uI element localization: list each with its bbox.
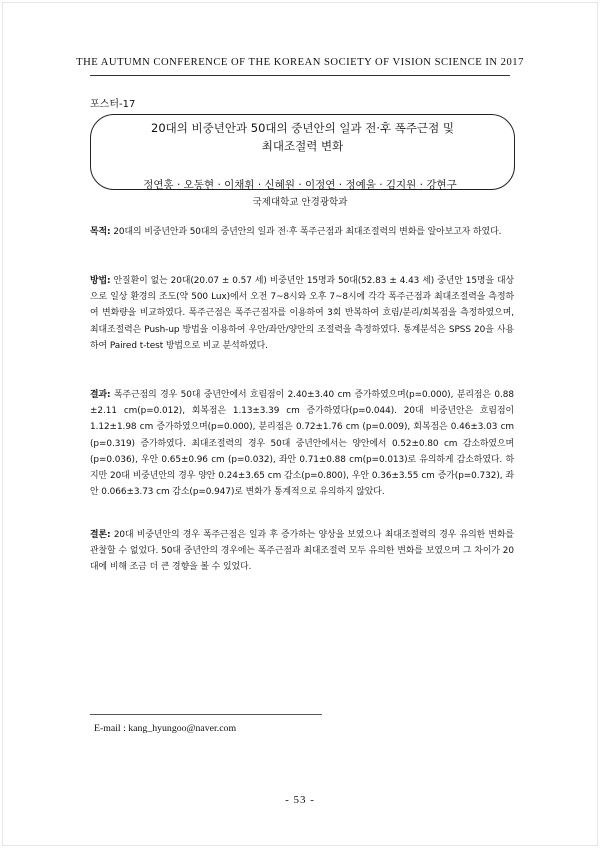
title-line-1: 20대의 비중년안과 50대의 중년안의 일과 전·후 폭주근점 및 [151,121,454,135]
footnote-divider [90,714,322,715]
email-footnote: E-mail : kang_hyungoo@naver.com [94,723,237,734]
conference-header: THE AUTUMN CONFERENCE OF THE KOREAN SOCIETY OF VISION SCIENCE IN 2017 [76,57,524,68]
header-divider [90,75,510,76]
title-line-2: 최대조절력 변화 [261,139,344,153]
result-label: 결과: [90,390,111,400]
method-label: 방법: [90,276,111,286]
conclusion-section [90,527,514,576]
purpose-text: 20대의 비중년안과 50대의 중년안의 일과 전·후 폭주근점과 최대조절력의 변화를 알아보고자 하였다. [110,227,502,237]
poster-number: 포스터-17 [90,99,136,110]
result-text: 폭주근점의 경우 50대 중년안에서 흐림점이 2.40±3.40 cm 증가하였으며(p=0.000), 분리점은 0.88 ±2.11 cm(p=0.012), 회복점은 1.13±3.39 cm 증가하였다(p=0.044). 20대 비중년안은 흐림점이 1.12±1.98 cm 증가하였으며(p=0.000), 분리점은 0.72±1.76 cm (p=0.009), 회복점은 0.46±3.03 cm (p=0.319) 증가하였다. 최대조절력의 경우 50대 중년안에서는 양안에서 0.52±0.80 cm 감소하였으며(p=0.036), 우안 0.65±0.96 cm (p=0.032), 좌안 0.71±0.88 cm(p=0.013)로 유의하게 감소하였다. 하지만 20대 비중년안의 경우 양안 0.24±3.65 cm 감소(p=0.800), 우안 0.36±3.55 cm 증가(p=0.732), 좌안 0.066±3.73 cm 감소(p=0.947)로 변화가 통계적으로 유의하지 않았다. [90,390,514,498]
conclusion-text: 20대 비중년안의 경우 폭주근점은 일과 후 증가하는 양상을 보였으나 최대조절력의 경우 유의한 변화를 관찰할 수 없었다. 50대 중년안의 경우에는 폭주근점과 최대조절력 모두 유의한 변화를 보였으며 그 차이가 20대에 비해 조금 더 큰 경향을 볼 수 있었다. [90,530,514,573]
conclusion-label: 결론: [90,530,111,540]
result-section [90,387,514,500]
method-section [90,273,514,354]
page-number: - 53 - [285,794,315,806]
purpose-label: 목적: [90,227,111,237]
purpose-section [90,224,514,240]
method-text: 안질환이 없는 20대(20.07 ± 0.57 세) 비중년안 15명과 50대(52.83 ± 4.43 세) 중년안 15명을 대상으로 일상 환경의 조도(약 500 Lux)에서 오전 7~8시와 오후 7~8시에 각각 폭주근점과 최대조절력을 측정하여 변화량을 비교하였다. 폭주근점은 폭주근점자를 이용하여 3회 반복하여 흐림/분리/회복점을 측정하였으며, 최대조절력은 Push-up 방법을 이용하여 우안/좌안/양안의 조절력을 측정하였다. 통계분석은 SPSS 20을 사용하여 Paired t-test 방법으로 비교 분석하였다. [90,276,514,351]
affiliation: 국제대학교 안경광학과 [252,197,348,208]
author-list: 정연홍 · 오동현 · 이채휘 · 신혜원 · 이정연 · 정예울 · 김지원 · 강현구 [143,179,457,191]
